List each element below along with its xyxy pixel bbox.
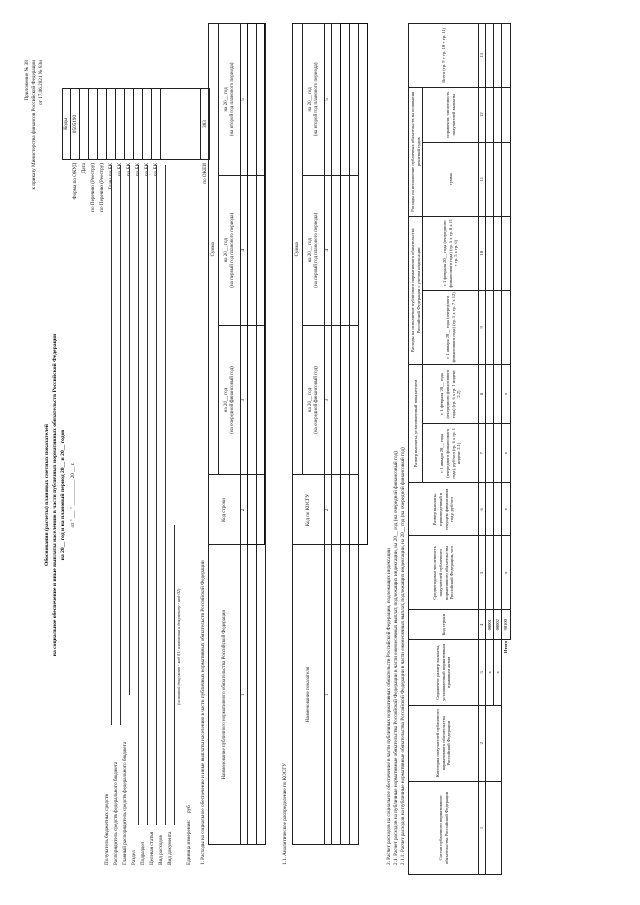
s2-h-trans-group: Расходы на исполнение публичных обязательств на основании решений судов <box>409 87 423 216</box>
s2-h-feb: с 1 февраля 20__ года (очередного финансового года) (гр. 6 x гр. 1 индекс 2.2) <box>423 364 479 423</box>
okud-value: 0505190 <box>72 114 78 134</box>
s1-sum: Сумма <box>209 24 219 475</box>
s2-h-avg: Справочно: размер выплаты, установленный нормативным правовым актом <box>409 640 479 706</box>
s1-cell <box>257 545 266 845</box>
s11-y3: на 20__ год (на второй год планового периода) <box>303 24 325 176</box>
s11-cell <box>341 545 350 845</box>
section21-title: 2.1. Расчет расходов на публичные нормативные обязательства Российской Федерации в части ежемесячных выплат, подлежащих индексации, на 20__ год (на очередной финансовый год) <box>393 451 399 865</box>
section11-title: 1.1. Аналитическое распределение по КОСГУ <box>282 763 288 865</box>
s11-cell <box>332 545 341 845</box>
s2-h-size: Размер выплаты, произведенный в текущем финансовом году, руб/чел <box>409 483 479 536</box>
s11-num: 5 <box>325 24 332 176</box>
okei-label: по ОКЕИ <box>202 163 208 184</box>
section2-title: 2. Расчет расходов на социальное обеспечение в части публичных нормативных обязательств Российской Федерации, подлежащих индексации <box>386 548 392 865</box>
field-target-article: Целевая статья <box>149 831 155 865</box>
s1-y2: на 20__ год (на первый год планового периода) <box>219 175 241 325</box>
s2-x-mark: x <box>502 364 511 423</box>
s11-num: 3 <box>325 325 332 475</box>
s1-y3: на 20__ год (на второй год планового периода) <box>219 24 241 176</box>
s1-num: 2 <box>241 475 248 545</box>
doc-title-line1: Обоснования (расчеты) плановых сметных показателей <box>44 424 50 566</box>
s2-h-exp-feb: с 1 февраля 20__ года (очередного финансового года) (гр. 5 x гр. 8 x 11 + гр. 5 x гр. 6) <box>423 216 479 290</box>
okud-label: Форма по ОКУД <box>72 163 78 200</box>
s2-h-count: Среднегодовая численность получателей публичного нормативного обязательства Российской Федерации, чел <box>409 536 479 610</box>
code-row-3: Глава по БК <box>108 163 114 190</box>
code-row-5: по БК <box>126 163 132 177</box>
s2-row-code: 00001 <box>486 610 494 640</box>
s2-x-mark: x <box>502 483 511 536</box>
code-row-8: по БК <box>153 163 159 177</box>
s1-num: 1 <box>241 545 248 845</box>
s11-total-box <box>340 23 368 545</box>
field-doc-type: Вид документа <box>167 831 173 865</box>
s2-row-recipients <box>486 705 502 781</box>
code-row-4: по БК <box>117 163 123 177</box>
s2-x-mark: x <box>502 536 511 610</box>
field-subsection: Подраздел <box>140 841 146 865</box>
s2-row-category <box>486 781 502 874</box>
appendix-line1: к приказу Министерства финансов Российской Федерации <box>31 60 37 190</box>
doc-type-hint: (основной документ - код 01; изменения к документу - код 02) <box>176 588 181 705</box>
doc-date: от " ___ " __________ 20 __ г. <box>70 462 76 528</box>
code-row-1: по Перечню (Реестру) <box>90 163 96 212</box>
unit-value: руб <box>186 805 192 813</box>
s1-cell <box>248 545 257 845</box>
s2-h-trans-sum: сумма <box>423 142 479 216</box>
s2-row-code: 00002 <box>494 610 502 640</box>
field-section: Раздел <box>131 850 137 865</box>
s1-total-box <box>247 23 265 545</box>
s2-h-total: Всего (гр. 9 + гр. 10 + гр. 11) <box>409 24 479 88</box>
s2-h-trans-count: справочно: численность получателей выплаты <box>423 87 479 142</box>
code-row-7: по БК <box>144 163 150 177</box>
codes-box <box>62 88 210 160</box>
section211-title: 2.1.1. Расчет расходов на публичные нормативные обязательства Российской Федерации в части ежемесячных выплат, подлежащих индексации, на 20__ год (на очередной финансовый год) <box>400 447 406 865</box>
s2-h-category: Состав публичного нормативного обязательства Российской Федерации <box>409 781 479 874</box>
s2-total-label: Итого <box>503 641 509 654</box>
s11-col-name: Наименование показателя <box>293 545 325 845</box>
code-row-6: по БК <box>135 163 141 177</box>
s1-num: 3 <box>241 325 248 475</box>
s11-sum: Сумма <box>293 24 303 475</box>
s2-h-exp-jan: с 1 января 20__ года (очередного финансового года) (гр. 5 x гр. 7 x 12) <box>423 290 479 364</box>
s2-h-jan: с 1 января 20__ года (очередного финансового года), руб/чел (гр. 6 x гр. 1 индекс 2.1) <box>423 424 479 483</box>
field-recipient: Получатель бюджетных средств <box>104 794 110 865</box>
section1-title: 1. Расходы на социальное обеспечение и иные выплаты населению в части публичных нормативных обязательств Российской Федерации <box>200 560 206 865</box>
s2-x-mark: x <box>502 424 511 483</box>
s1-y1: на 20__ год (на очередной финансовый год) <box>219 325 241 475</box>
appendix-line2: от 17.06.2021 № 83н <box>38 60 44 105</box>
s2-h-size-group: Размер выплаты, установленный показателем <box>409 364 423 483</box>
s11-y1: на 20__ год (на очередной финансовый год) <box>303 325 325 475</box>
okei-value: 383 <box>202 120 208 128</box>
s1-num: 5 <box>241 24 248 176</box>
date-label: Дата <box>81 163 87 174</box>
s1-col-name: Наименование публичного нормативного обязательства Российской Федерации <box>209 545 241 845</box>
field-main-distributor: Главный распорядитель средств федерального бюджета <box>122 741 128 865</box>
s2-x-mark: x <box>486 640 494 706</box>
s11-num: 1 <box>325 545 332 845</box>
code-row-2: по Перечню (Реестру) <box>99 163 105 212</box>
s11-col-code: Код по КОСГУ <box>293 475 325 545</box>
s2-h-exp-group: Расходы на исполнение публичного нормативного обязательства Российской Федерации с учетом индексации <box>409 216 423 364</box>
s2-x-mark: x <box>494 640 502 706</box>
appendix-title: Приложение № 38 <box>24 60 30 101</box>
section2-table: Состав публичного нормативного обязательства Российской Федерации Категория получателей публичного нормативного обязательства Российской Федерации Справочно: размер выплаты, установленный нормативным правовым актом Код строки Среднегодовая численность получателей публичного нормативного обязательства Российской Федерации, чел Размер выплаты, произведенный в текущем финансовом году, руб/чел Размер выплаты, установленный показателем Расходы на исполнение публичного нормативного обязательства Российской Федерации с учетом индексации Расходы на исполнение публичных обязательств на основании решений судов Всего (гр. 9 + гр. 10 + гр. 11) с 1 января 20__ года (очередного финансового года), руб/чел (гр. 6 x гр. 1 индекс 2.1) с 1 февраля 20__ года (очередного финансового года) (гр. 6 x гр. 1 индекс 2.2) с 1 января 20__ года (очередного финансового года) (гр. 5 x гр. 7 x 12) с 1 февраля 20__ года (очередного финансового года) (гр. 5 x гр. 8 x 11 + гр. 5 x гр. 6) сумма справочно: численность получателей выплаты 1 2 3 4 5 6 7 8 9 10 11 12 13 x 00001 x 00002 Итого 90100 x x x x <box>408 23 511 875</box>
unit-label: Единица измерения: <box>186 819 192 865</box>
s11-y2: на 20__ год (на первый год планового периода) <box>303 175 325 325</box>
s11-num: 4 <box>325 175 332 325</box>
field-expense-type: Вид расходов <box>158 835 164 865</box>
s2-h-code: Код строки <box>409 610 479 640</box>
s2-h-recipients: Категория получателей публичного нормативного обязательства Российской Федерации <box>409 705 479 781</box>
s1-col-code: Код строки <box>209 475 241 545</box>
s1-num: 4 <box>241 175 248 325</box>
s11-cell <box>350 545 359 845</box>
doc-title-line3: на 20__ год и на плановый период 20__ и 20__ годов <box>60 429 66 561</box>
doc-title-line2: на социальное обеспечение и иные выплаты населению в части публичных нормативных обязательств Российской Федерации <box>52 333 58 657</box>
codes-header: Коды <box>63 118 69 130</box>
s11-num: 2 <box>325 475 332 545</box>
field-distributor: Распорядитель средств федерального бюджета <box>113 761 119 865</box>
s2-total-code: 90100 <box>502 610 511 640</box>
